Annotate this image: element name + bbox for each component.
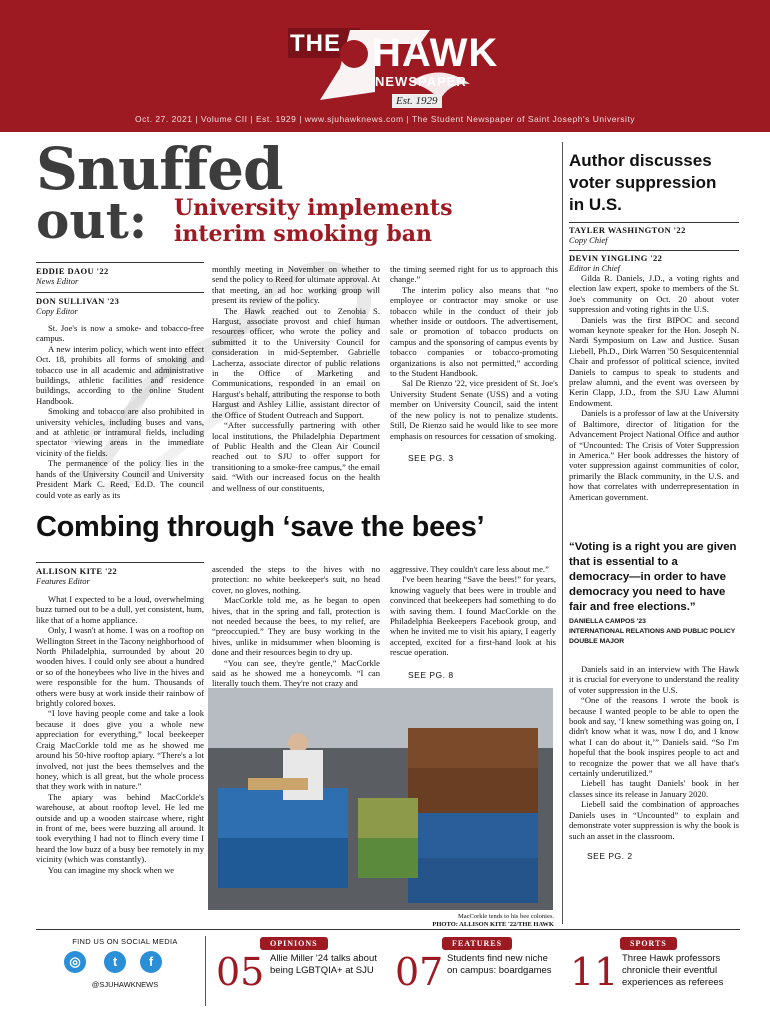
paragraph: The Hawk reached out to Zenobia S. Hargust, associate provost and chief human resources officer, who wrote the policy and submitted it to the University Council for consideration in mid-September. Gabrielle Lacherza, associate director of public relations in the Office of Marketing and Communications, responded in an email on Hargust's behalf, attributing the response to both Hargust and Ashley Lillie, assistant director of the Office of Student Outreach and Support.	[212, 305, 380, 420]
paragraph: Sal De Rienzo '22, vice president of St. Joe's University Student Senate (USS) and a voting member on University Council, said the intent of the new policy is not to penalize students. Still, De Rienzo said he would like to see more emphasis on resources for cessation of smoking.	[390, 378, 558, 441]
logo-the: THE	[290, 30, 341, 57]
paragraph: ascended the steps to the hives with no protection: no white beekeeper's suit, no head cover, no gloves, nothing.	[212, 564, 380, 595]
paragraph: Daniels said in an interview with The Hawk it is crucial for everyone to understand the reality of voter suppression in the U.S.	[569, 664, 739, 695]
paragraph: Daniels is a professor of law at the University of Baltimore, director of litigation for the Advancement Project National Office and author of “Uncounted: The Crisis of Voter Suppression in America.” Her book addresses the history of voter suppression against communities of color, primarily the Black community, in the U.S. and how that correlates with underrepresentation in American government.	[569, 408, 739, 502]
paragraph: Liebell said the combination of approaches Daniels uses in “Uncounted” to explain and demonstrate voter suppression is why the book is such an asset in the classroom.	[569, 799, 739, 841]
paragraph: Gilda R. Daniels, J.D., a voting rights and election law expert, spoke to members of the St. Joe's community on Oct. 20 about voter suppression and voting rights in the U.S.	[569, 273, 739, 315]
paragraph: “I love having people come and take a look because it does give you a whole new appreciation for everything,” local beekeeper Craig MacCorkle told me as he showed me around his 50-hive rooftop apiary. “There's a lot involved, not just the bees themselves and the honey, which is all great, but the whole process that they work with in nature.”	[36, 708, 204, 792]
lead-column-1	[36, 323, 204, 500]
section-tab-opinions[interactable]: OPINIONS	[260, 937, 328, 950]
pull-quote: “Voting is a right you are given that is essential to a democracy—in order to have democracy you need to have fair and free elections.”	[569, 541, 737, 613]
lead-deck	[174, 196, 452, 248]
byline-name: DEVIN YINGLING '22	[569, 253, 663, 263]
footer-divider	[36, 929, 740, 930]
footer-divider-vertical	[205, 936, 206, 1006]
caption-text: MacCorkle tends to his bee colonies.	[457, 913, 554, 920]
lead-headline-line1: Snuffed	[36, 135, 283, 203]
byline-name: ALLISON KITE '22	[36, 566, 118, 576]
pull-quote-attribution	[569, 617, 741, 647]
byline-name: TAYLER WASHINGTON '22	[569, 225, 686, 235]
quote-role: INTERNATIONAL RELATIONS AND PUBLIC POLICY DOUBLE MAJOR	[569, 628, 736, 645]
page-number-features: 07	[395, 950, 444, 994]
bees-column-3	[390, 564, 556, 680]
paragraph: “You can see, they're gentle,” MacCorkle said as he showed me a honeycomb. “I can literally touch them. They're not crazy and	[212, 657, 380, 689]
instagram-icon[interactable]: ◎	[64, 951, 86, 973]
bees-column-2	[212, 564, 380, 689]
paragraph: Only, I wasn't at home. I was on a rooftop on Wellington Street in the Tacony neighborhood of North Philadelphia, surrounded by about 20 wooden hives. I could only see about a hundred or so of the honeybees who live in the hives and were responsible for the hum. Thousands of others were busy at work inside their rainbow of brightly colored boxes.	[36, 625, 205, 709]
byline-role: Editor in Chief	[569, 263, 620, 273]
facebook-icon[interactable]: f	[140, 951, 162, 973]
paragraph: What I expected to be a loud, overwhelming buzz turned out to be a dull, yet consistent, hum, like that of a home appliance.	[36, 594, 204, 625]
paragraph: The apiary was behind MacCorkle's warehouse, at about rooftop level. He led me outside and up a wooden staircase where, right in front of me, bees were buzzing all around. It took everything I had not to flinch every time I heard the low buzz of a busy bee remotely in my vicinity (which was constantly).	[36, 791, 204, 865]
paragraph: “After successfully partnering with other local institutions, the Philadelphia Department of Public Health and the Clean Air Council reached out to SJU to offer support for transitioning to a smoke-free campus,” the email said. “With our increased focus on the health and wellness of our constituents,	[212, 420, 380, 493]
paragraph: Liebell has taught Daniels' book in her classes since its release in January 2020.	[569, 778, 739, 799]
sidebar-headline-line3: in U.S.	[569, 195, 622, 214]
paragraph: “One of the reasons I wrote the book is because I wanted people to be able to open the book and say, ‘I knew something was going on, I didn't know what it was, now I do, and I know what I can do about it,’” Daniels said. “So I'm hopeful that the book inspires people to act and to recognize the power that we all have that's certainly underutilized.”	[569, 695, 739, 779]
sidebar-headline-line2: voter suppression	[569, 173, 717, 192]
paragraph: the timing seemed right for us to approach this change.”	[390, 264, 558, 285]
lead-column-2	[212, 264, 380, 493]
social-title: FIND US ON SOCIAL MEDIA	[72, 937, 178, 946]
lead-headline-line2: out:	[36, 191, 148, 250]
paragraph: aggressive. They couldn't care less about me.”	[390, 564, 549, 574]
paragraph: You can imagine my shock when we	[48, 864, 175, 875]
teaser-sports[interactable]: Three Hawk professors chronicle their eventful experiences as referees	[622, 953, 724, 988]
byline-name: DON SULLIVAN '23	[36, 296, 120, 306]
photo-credit: PHOTO: ALLISON KITE '22/THE HAWK	[432, 921, 554, 928]
page-number-sports: 11	[570, 950, 619, 994]
paragraph: The interim policy also means that “no employee or contractor may smoke or use tobacco while in the conduct of their job whether inside or outdoors. The advertisement, sale or promotion of tobacco products on campus and the sponsoring of campus events by tobacco companies or tobacco-promoting organizations is also not permitted,” according to the Student Handbook.	[390, 284, 558, 379]
quote-name: DANIELLA CAMPOS '23	[569, 618, 646, 625]
bees-headline: Combing through ‘save the bees’	[36, 511, 485, 543]
byline-role: Copy Chief	[569, 235, 608, 245]
paragraph: I've been hearing “Save the bees!” for years, knowing vaguely that bees were in trouble and convinced that beekeepers had something to do with saving them. I found MacCorkle on the Philadelphia Beekeepers Facebook group, and when he invited me to visit his apiary, I eagerly accepted, excited for a first-hand look at his rescue operation.	[390, 574, 556, 658]
column-divider	[562, 142, 563, 924]
byline-name: EDDIE DAOU '22	[36, 266, 109, 276]
sidebar-body-2	[569, 664, 739, 861]
paragraph: MacCorkle told me, as he began to open hives, that in the spring and fall, protection is not needed because the bees, to my relief, are “preoccupied.” They are busy working in the hives, unlike in midsummer when blooming is done and their resources begin to dry up.	[212, 595, 380, 658]
teaser-features[interactable]: Students find new niche on campus: boardgames	[447, 953, 552, 976]
byline-role: News Editor	[36, 276, 79, 286]
bees-byline	[36, 562, 204, 586]
logo-newspaper: NEWSPAPER	[375, 74, 467, 89]
section-tab-features[interactable]: FEATURES	[442, 937, 512, 950]
paragraph: The permanence of the policy lies in the hands of the University Council and University President Mark C. Reed, Ed.D. The council could vote as early as its	[36, 458, 204, 500]
sidebar-body	[569, 273, 739, 502]
social-handle[interactable]: @SJUHAWKNEWS	[91, 980, 159, 989]
photo-caption	[300, 913, 554, 929]
paragraph: monthly meeting in November on whether to send the policy to Reed for ultimate approval. At that meeting, an ad hoc working group will present its review of the policy.	[212, 264, 380, 306]
lead-deck-line1: University implements	[174, 195, 453, 221]
logo-est: Est. 1929	[392, 94, 442, 108]
see-page-link[interactable]: SEE PG. 8	[408, 669, 454, 680]
sidebar-bylines	[569, 222, 739, 273]
sidebar-headline-line1: Author discusses	[569, 151, 712, 170]
byline-role: Features Editor	[36, 576, 90, 586]
section-tab-sports[interactable]: SPORTS	[620, 937, 677, 950]
logo-hawk: HAWK	[372, 31, 499, 75]
paragraph: Smoking and tobacco are also prohibited in university vehicles, including buses and vans, and at athletic or intramural fields, including spectator viewing areas in the immediate vicinity of the fields.	[36, 406, 204, 458]
bees-column-1	[36, 594, 204, 875]
page-number-opinions: 05	[216, 950, 265, 994]
beekeeper-photo	[208, 688, 553, 910]
masthead-tagline: Oct. 27. 2021 | Volume CII | Est. 1929 | www.sjuhawknews.com | The Student Newspaper of Saint Joseph's University	[134, 114, 636, 124]
lead-column-3	[390, 264, 558, 463]
paragraph: St. Joe's is now a smoke- and tobacco-free campus.	[36, 323, 204, 344]
lead-bylines	[36, 262, 204, 316]
beekeeper-photo-illustration-icon	[208, 688, 553, 910]
paragraph: A new interim policy, which went into effect Oct. 18, prohibits all forms of smoking and tobacco use in all academic and administrative buildings, athletic facilities and residence buildings, according to the online Student Handbook.	[36, 343, 204, 406]
see-page-link[interactable]: SEE PG. 3	[408, 452, 454, 463]
paragraph: Daniels was the first BIPOC and second woman keynote speaker for the Hon. Joseph N. Nardi Symposium on Law and Justice. Susan Liebell, Ph.D., Dirk Warren '50 Sesquicentennial Chair and professor of political science, invited Daniels to campus to speak to students and prelaw alumni, and the event was overseen by Kerin Clapp, J.D., from the SJU Law Alumni Endowment.	[569, 314, 739, 408]
byline-role: Copy Editor	[36, 306, 78, 316]
lead-deck-line2: interim smoking ban	[174, 220, 433, 247]
sidebar-headline	[569, 150, 739, 216]
teaser-opinions[interactable]: Allie Miller '24 talks about being LGBTQIA+ at SJU	[270, 953, 377, 976]
see-page-link[interactable]: SEE PG. 2	[587, 850, 633, 861]
twitter-icon[interactable]: t	[104, 951, 126, 973]
